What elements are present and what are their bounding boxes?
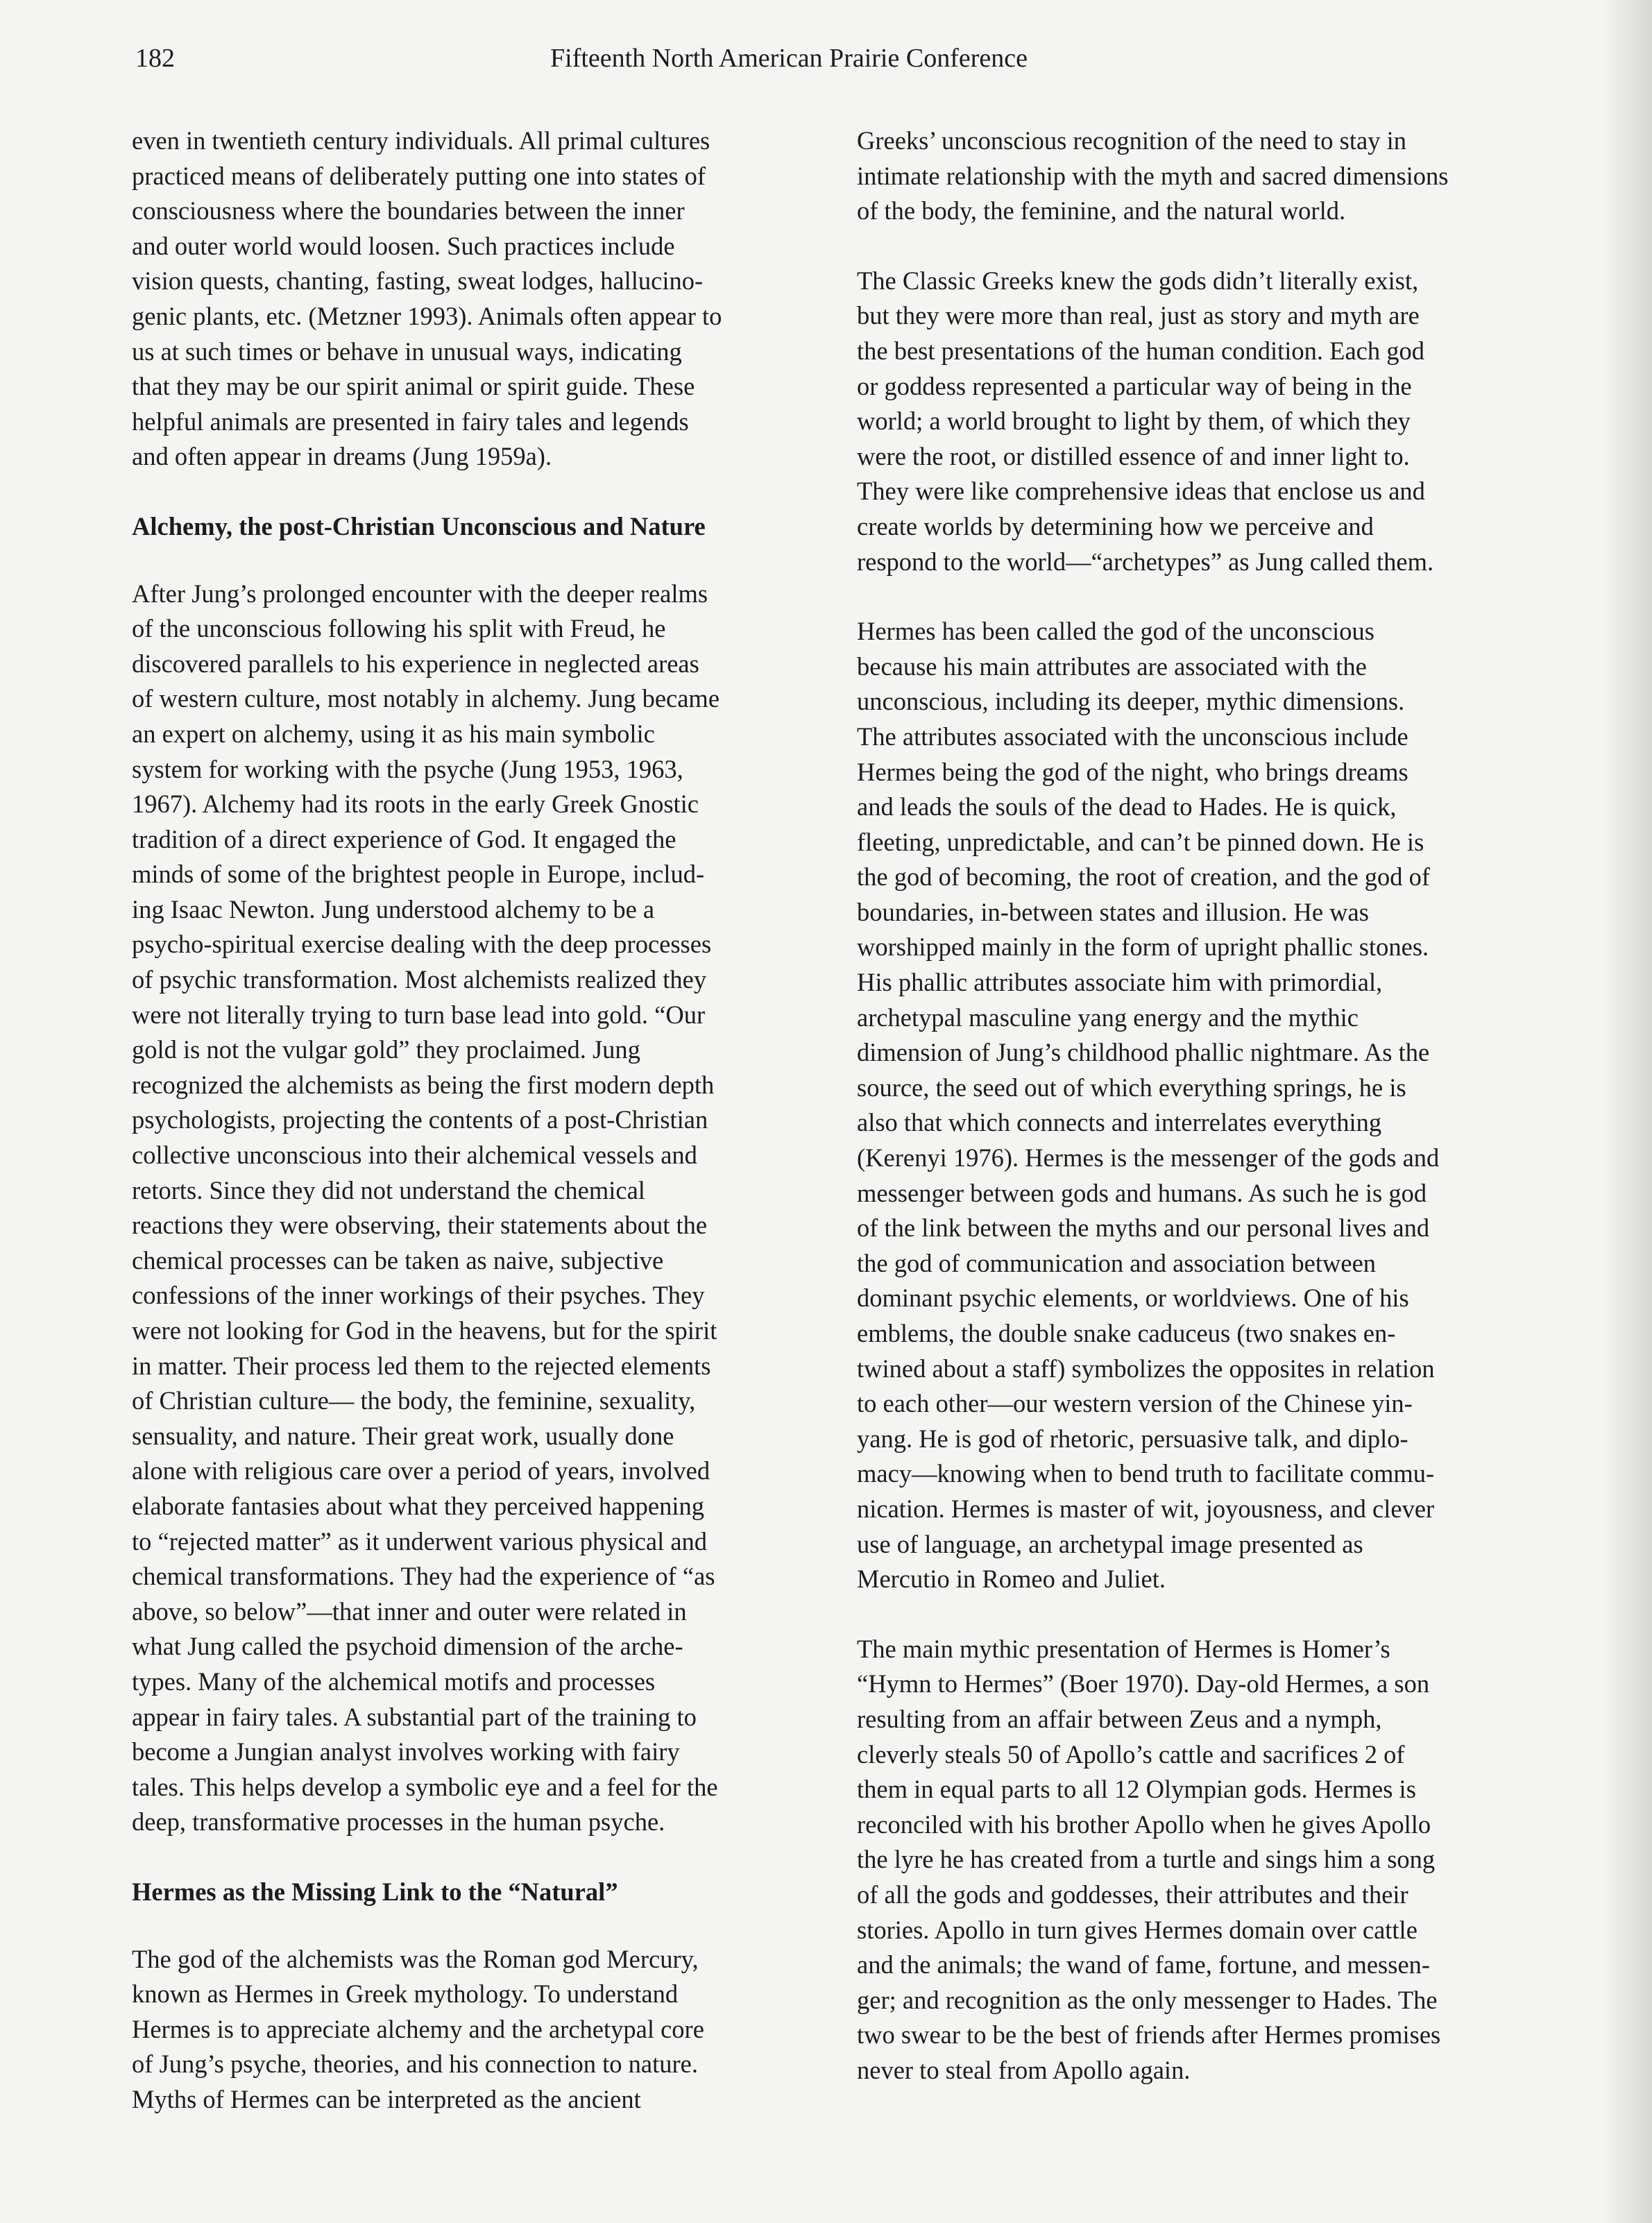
running-title: Fifteenth North American Prairie Conference xyxy=(550,44,1028,73)
left-column xyxy=(132,124,812,2152)
running-header xyxy=(135,43,1121,85)
section-heading-hermes: Hermes as the Missing Link to the “Natural” xyxy=(132,1877,618,1906)
right-paragraph-3: Hermes has been called the god of the unconscious because his main attributes are associated with the unconscious, including its deeper, mythic dimensions. The attributes associated with the unconscious include Hermes being the god of the night, who brings dreams and leads the souls of the dead to Hades. He is quick, fleeting, unpredictable, and can’t be pinned down. He is the god of becoming, the root of creation, and the god of boundaries, in-between states and illusion. He was worshipped mainly in the form of upright phallic stones. His phallic attributes associate him with primordial, archetypal masculine yang energy and the mythic dimension of Jung’s childhood phallic nightmare. As the source, the seed out of which everything springs, he is also that which connects and interrelates everything (Kerenyi 1976). Hermes is the messenger of the gods and messenger between gods and humans. As such he is god of the link between the myths and our personal lives and the god of communication and association between dominant psychic elements, or worldviews. One of his emblems, the double snake caduceus (two snakes en- twined about a staff) symbolizes the opposites in relation to each other—our western version of the Chinese yin- yang. He is god of rhetoric, persuasive talk, and diplo- macy—knowing when to bend truth to facilitate commu- nication. Hermes is master of wit, joyousness, and clever use of language, an archetypal image presented as Mercutio in Romeo and Juliet. xyxy=(857,617,1440,1594)
left-paragraph-2: After Jung’s prolonged encounter with the deeper realms of the unconscious following his split with Freud, he discovered parallels to his experience in neglected areas of western culture, most notably in alchemy. Jung became an expert on alchemy, using it as his main symbolic system for working with the psyche (Jung 1953, 1963, 1967). Alchemy had its roots in the early Greek Gnostic tradition of a direct experience of God. It engaged the minds of some of the brightest people in Europe, includ- ing Isaac Newton. Jung understood alchemy to be a psycho-spiritual exercise dealing with the deep processes of psychic transformation. Most alchemists realized they were not literally trying to turn base lead into gold. “Our gold is not the vulgar gold” they proclaimed. Jung recognized the alchemists as being the first modern depth psychologists, projecting the contents of a post-Christian collective unconscious into their alchemical vessels and retorts. Since they did not understand the chemical reactions they were observing, their statements about the chemical processes can be taken as naive, subjective confessions of the inner workings of their psyches. They were not looking for God in the heavens, but for the spirit in matter. Their process led them to the rejected elements of Christian culture— the body, the feminine, sexuality, sensuality, and nature. Their great work, usually done alone with religious care over a period of years, involved elaborate fantasies about what they perceived happening to “rejected matter” as it underwent various physical and chemical transformations. They had the experience of “as above, so below”—that inner and outer were related in what Jung called the psychoid dimension of the arche- types. Many of the alchemical motifs and processes appear in fairy tales. A substantial part of the training to become a Jungian analyst involves working with fairy tales. This helps develop a symbolic eye and a feel for the deep, transformative processes in the human psyche. xyxy=(132,579,720,1837)
page-number: 182 xyxy=(135,44,175,73)
right-paragraph-4: The main mythic presentation of Hermes is Homer’s “Hymn to Hermes” (Boer 1970). Day-old Hermes, a son resulting from an affair between Zeus and a nymph, cleverly steals 50 of Apollo’s cattle and sacrifices 2 of them in equal parts to all 12 Olympian gods. Hermes is reconciled with his brother Apollo when he gives Apollo the lyre he has created from a turtle and sings him a song of all the gods and goddesses, their attributes and their stories. Apollo in turn gives Hermes domain over cattle and the animals; the wand of fame, fortune, and messen- ger; and recognition as the only messenger to Hades. The two swear to be the best of friends after Hermes promises never to steal from Apollo again. xyxy=(857,1634,1441,2084)
right-column xyxy=(857,124,1537,2122)
left-paragraph-3: The god of the alchemists was the Roman god Mercury, known as Hermes in Greek mythology. To understand Hermes is to appreciate alchemy and the archetypal core of Jung’s psyche, theories, and his connection to nature. Myths of Hermes can be interpreted as the ancient xyxy=(132,1944,704,2113)
page-edge-shadow xyxy=(1603,0,1652,2223)
right-paragraph-1: Greeks’ unconscious recognition of the need to stay in intimate relationship with the myth and sacred dimensions of the body, the feminine, and the natural world. xyxy=(857,126,1449,225)
left-paragraph-1: even in twentieth century individuals. All primal cultures practiced means of deliberately putting one into states of consciousness where the boundaries between the inner and outer world would loosen. Such practices include vision quests, chanting, fasting, sweat lodges, hallucino- genic plants, etc. (Metzner 1993). Animals often appear to us at such times or behave in unusual ways, indicating that they may be our spirit animal or spirit guide. These helpful animals are presented in fairy tales and legends and often appear in dreams (Jung 1959a). xyxy=(132,126,722,471)
right-paragraph-2: The Classic Greeks knew the gods didn’t literally exist, but they were more than real, just as story and myth are the best presentations of the human condition. Each god or goddess represented a particular way of being in the world; a world brought to light by them, of which they were the root, or distilled essence of and inner light to. They were like comprehensive ideas that enclose us and create worlds by determining how we perceive and respond to the world—“archetypes” as Jung called them. xyxy=(857,266,1434,576)
section-heading-alchemy: Alchemy, the post-Christian Unconscious and Nature xyxy=(132,511,706,540)
